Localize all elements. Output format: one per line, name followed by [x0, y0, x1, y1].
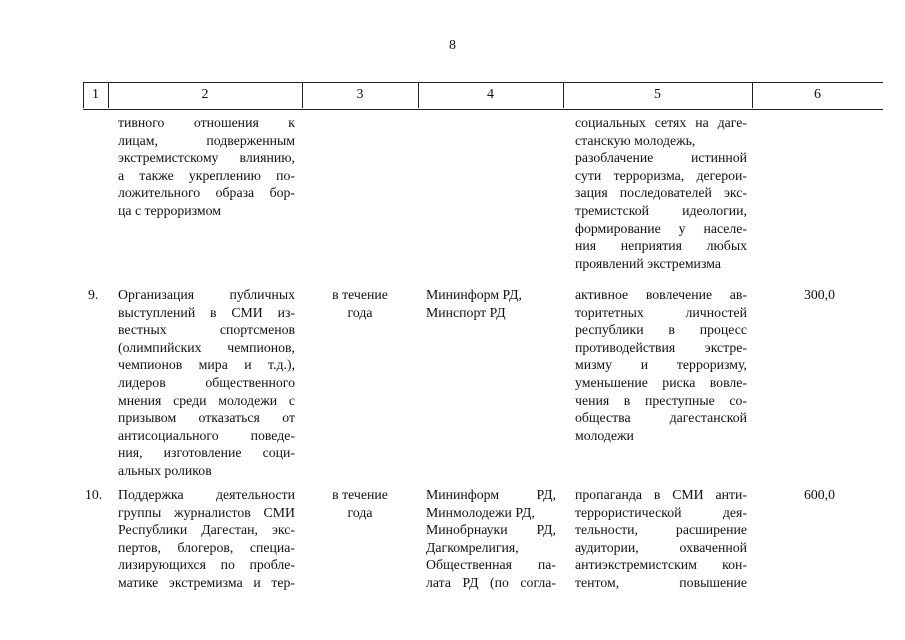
header-col-6: 6 [814, 87, 821, 102]
row9-col5: активное вовлечение ав- торитетных личностей республики в процесс противодействия экстре- мизму и терроризму, уменьшение риска вовле- чения в преступные со- общества дагестанской молодежи [575, 287, 747, 443]
row9-col4: Мининформ РД, Минспорт РД [426, 287, 523, 320]
header-col-1: 1 [92, 87, 99, 102]
cont-col2: тивного отношения к лицам, подверженным экстремистскому влиянию, а также укреплению по- ложительного образа бор- ца с терроризмом [118, 115, 295, 218]
page-number: 8 [449, 38, 456, 53]
row10-col3: в течение года [332, 487, 388, 520]
row9-number: 9. [88, 287, 99, 302]
row10-col4: Мининформ РД, Минмолодежи РД, Минобрнауки РД, Дагкомрелигия, Общественная па- лата РД (по согла- [426, 487, 556, 590]
row9-col3: в течение года [332, 287, 388, 320]
row10-number: 10. [85, 487, 103, 502]
header-col-3: 3 [356, 87, 364, 102]
row9-col2: Организация публичных выступлений в СМИ из- вестных спортсменов (олимпийских чемпионов, чемпионов мира и т.д.), лидеров общественного мнения среди молодежи с призывом отказаться от антисоциального поведе- ния, изготовление соци- альных роликов [118, 287, 295, 478]
row10-col6: 600,0 [803, 487, 835, 502]
row9-col6: 300,0 [803, 287, 835, 302]
header-col-4: 4 [487, 87, 494, 102]
row10-col5: пропаганда в СМИ анти- террористической дея- тельности, расширение аудитории, охваченной антиэкстремистским кон- тентом, повышение [575, 487, 747, 590]
header-col-5: 5 [654, 87, 661, 102]
header-col-2: 2 [201, 87, 209, 102]
row10-col2: Поддержка деятельности группы журналистов СМИ Республики Дагестан, экс- пертов, блогеров, специа- лизирующихся по пробле- матике экстремизма и тер- [118, 487, 295, 590]
cont-col5: социальных сетях на даге- станскую молодежь, разоблачение истинной сути терроризма, дегерои- зация последователей экс- тремистской идеологии, формирование у населе- ния неприятия любых проявлений экстремизма [575, 115, 747, 271]
